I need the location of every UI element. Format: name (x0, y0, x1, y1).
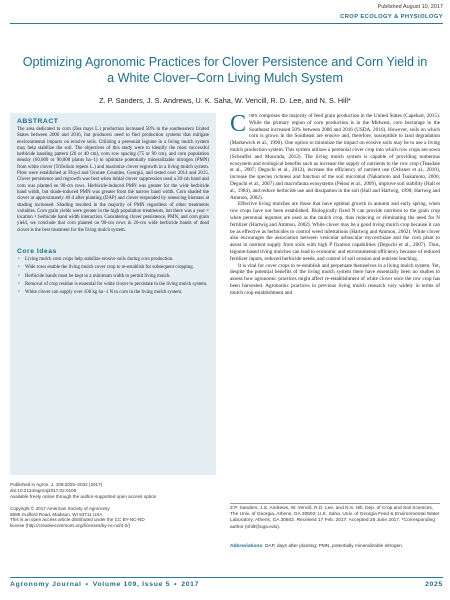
core-ideas-heading: Core Ideas (17, 248, 57, 256)
body-text-column (230, 113, 440, 482)
article-title: Optimizing Agronomic Practices for Clover Persistence and Corn Yield in a White Clover–Corn Living Mulch System (22, 55, 428, 85)
address-line: 5585 Guilford Road, Madison, WI 53711 USA (10, 511, 103, 517)
published-date: Published August 10, 2017 (377, 4, 443, 10)
journal-footer: Agronomy Journal • Volume 109, Issue 5 • 2017 (10, 581, 200, 588)
page-number: 2025 (425, 581, 443, 588)
body-paragraph: It is vital for cover crops to re-establish and perpetuate themselves in a living mulch system. Yet, despite the potential benefits of the living mulch system there have essentially been no studies to assess how agronomic practices might affect re-establishment of white clover once the row crop has been harvested. Agronomic practices in previous living mulch research vary widely in terms of mulch crop establishment and (230, 262, 440, 296)
core-idea-item: • Wide rows enable the living mulch cover crop to re-establish for subsequent cropping. (17, 265, 209, 271)
core-idea-item: • White clover can supply over 100 kg ha−1 N to corn in the living mulch system. (17, 290, 209, 296)
copyright-line: Copyright © 2017 American Society of Agronomy (10, 505, 110, 511)
top-rule (10, 23, 443, 24)
abbreviations-label: Abbreviations: (230, 544, 264, 549)
lead-word: orn (249, 113, 258, 119)
license-url-line[interactable]: license (http://creativecommons.org/licenses/by-nc-nd/4.0/) (10, 523, 130, 529)
abbreviations-text: DAP, days after planting; PMN, potentially mineralizable nitrogen. (264, 544, 404, 549)
access-line: Available freely online through the author-supported open access option (10, 493, 157, 499)
journal-name: Agronomy Journal (10, 581, 82, 588)
affiliation-divider (230, 503, 440, 504)
author-affiliations: Z.P. Sanders, J.S. Andrews, W. Vencill, R.D. Lee, and N.S. Hill, Dep. of Crop and Soil Sciences, The Univ. of Georgia, Athens, GA 30602; U.K. Saha, Univ. of Georgia Feed & Environmental Water Laboratory, Athens, GA 30602. Received 17 Feb. 2017. Accepted 26 June 2017. *Corresponding author (nhill@uga.edu). (230, 506, 440, 530)
core-idea-item: • Herbicide bands must be kept to a minimum width to permit living mulch. (17, 274, 209, 280)
paragraph-text: comprises the majority of feed grain production in the United States (Capehart, 2015). While the primary region of corn production is in the Midwest, corn hectarage in the Southeast increased 50% between 2006 and 2016 (USDA, 2016). However, soils on which corn is grown in the Southeast are erosive and, therefore, susceptible to land degradation (Markewich et al., 1990). One option to minimize the impact on erosive soils may be to use a living mulch production system. This system utilizes a perennial cover crop into which row crops are sown (Scheaffer and Moncada, 2012). The living mulch system is capable of providing numerous ecosystem and ecological benefits such as increase the supply of nutrients to the row crop (Teasdale et al., 2007; Deguchi et al., 2012), increase the efficiency of nutrient use (Ochsner et al., 2010), increase the species richness and function of the soil microbial (Nakamoto and Tsukamoto, 2006; Deguchi et al., 2007) and macrofauna ecosystems (Pelosi et al., 2009), improve soil stability (Hall et al., 1984), and reduce herbicide use and dissipation in the soil (Hall and Hartwig, 1990; Hartwig and Ammon, 2002). (230, 113, 440, 201)
abbreviations (230, 544, 440, 550)
citation-line: Published in Agron. J. 109:2025–2032 (2017) (10, 482, 103, 487)
section-label: CROP ECOLOGY & PHYSIOLOGY (340, 14, 443, 20)
core-idea-item: • Removal of crop residue is essential for white clover to persistate in the living mulch system. (17, 282, 209, 288)
drop-cap: C (230, 113, 247, 137)
volume-issue: Volume 109, Issue 5 (92, 581, 171, 588)
author-list: Z. P. Sanders, J. S. Andrews, U. K. Saha, W. Vencill, R. D. Lee, and N. S. Hill* (99, 96, 351, 105)
publication-info (10, 482, 216, 529)
body-paragraph: Effective living mulches are those that have optimal growth in autumn and early spring, when row crops have not been established. Biologically fixed N can provide nutrition to the grain crop when perennial legumes are used as the mulch crop, thus reducing or eliminating the need for N fertilizer (Hartwig and Ammon, 2002). White clover may be a good living mulch crop because it can be as effective as herbicides to control weed infestations (Hartwig and Ammon, 2002). White clover also encourages the association between vesicular arbuscular mycorrhizae and the corn plant to assist in nutrient supply from soils with high P fixation capabilities (Deguchi et al., 2007). Thus, legume-based living mulches can lead to economic and environmental efficiency because of reduced fertilizer inputs, reduced herbicide needs, and control of soil erosion and nutrient leaching. (230, 201, 440, 262)
bottom-rule (10, 577, 443, 578)
core-ideas-list (17, 257, 209, 296)
license-line: This is an open access article distributed under the CC BY-NC-ND (10, 517, 145, 523)
footer-year: 2017 (181, 581, 200, 588)
abstract-heading: ABSTRACT (17, 118, 59, 125)
core-idea-item: • Living mulch corn crops help stabilize erosive soils during corn production. (17, 257, 209, 263)
abstract-box (10, 113, 216, 475)
abstract-text: The area dedicated to corn (Zea mays L.) production increased 50% in the southeastern United States between 2006 and 2016, but producers need to find production systems that mitigate environmental impacts on erosive soils. Utilizing a perennial legume in a living mulch system may help stabilize the soil. The objectives of this study were to identify the most successful herbicide banding pattern (20 or 40 cm), corn row spacing (75 or 90 cm), and corn population density (60,000 or 90,000 plants ha−1) to optimize potentially mineralizable nitrogen (PMN) from white clover (Trifolium repens L.) and maximize clover regrowth in a living mulch system. Plots were established at Floyd and Oconee Counties, Georgia, and tested over 2014 and 2015. Clover persistence and regrowth was best when initial clover suppression used a 20-cm band and corn was planted on 90-cm rows. Herbicide-induced PMN was greater for the wide herbicide band width, but shade-induced PMN was greater from the narrow band width. Corn shaded the clover at approximately 40 d after planting (DAP) and clover responded by senescing biomass at shading increased. Shading resulted in the majority of PMN regardless of other treatments variables. Corn grain yields were greater in the high population treatments, but there was a year × location × herbicide band width interaction. Considering clover persistence, PMN, and corn grain yield, we conclude that corn planted on 90-cm rows in 20-cm wide herbicide bands of dead clover is the best treatment for the living mulch system. (17, 127, 209, 233)
doi-line[interactable]: doi:10.2134/agronj2017.02.0106 (10, 487, 77, 493)
body-paragraph (230, 113, 440, 201)
